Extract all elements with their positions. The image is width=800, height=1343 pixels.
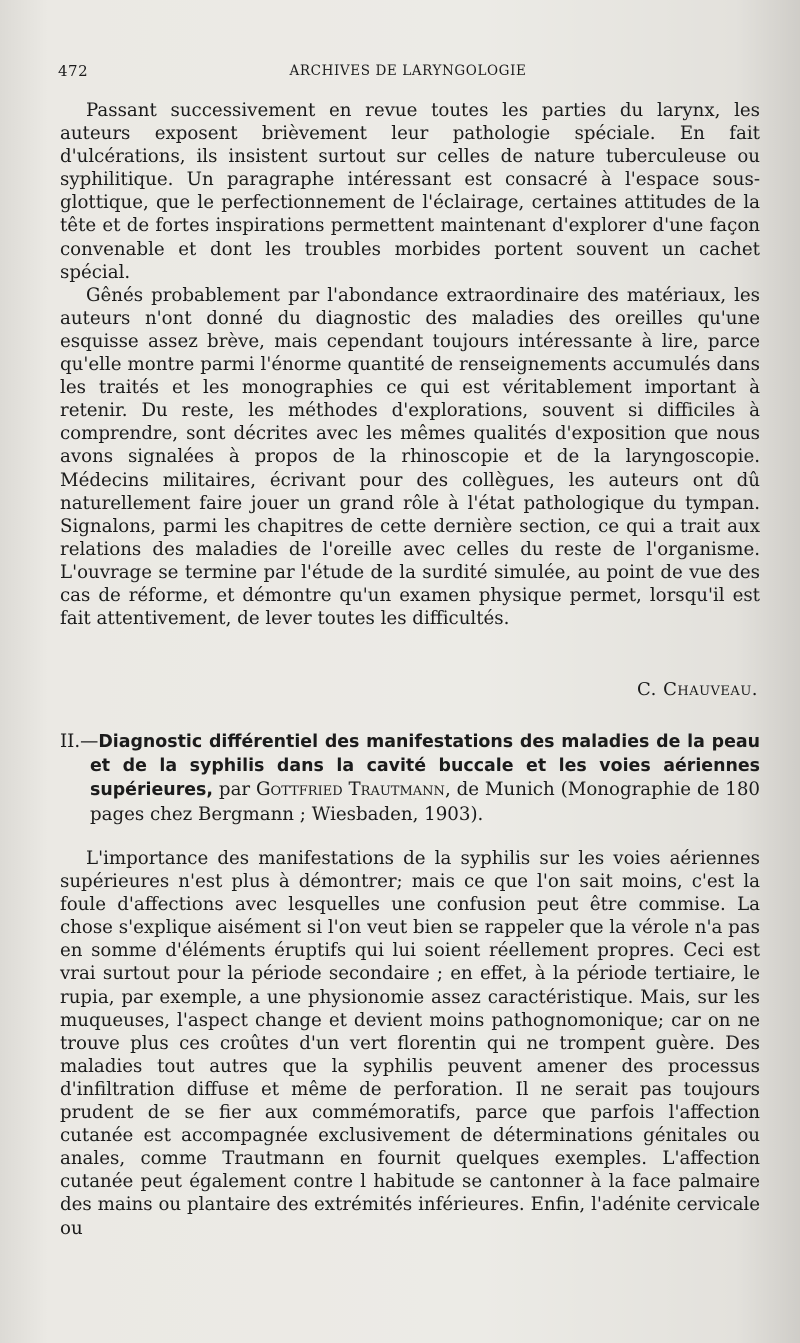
- entry-location: , de Munich: [444, 779, 555, 801]
- entry-title: Diagnostic différentiel des manifestations des maladies de la peau et de la syphilis dans la cavité buccale et les voies aériennes supérieures,: [90, 732, 760, 801]
- review-1-paragraph-1: Passant successivement en revue toutes les parties du larynx, les auteurs exposent brièvement leur pathologie spéciale. En fait d'ulcérations, ils insistent surtout sur celles de nature tuberculeuse ou syphilitique. Un paragraphe intéressant est consacré à l'espace sous-glottique, que le perfectionnement de l'éclairage, certaines attitudes de la tête et de fortes inspirations permettent maintenant d'explorer d'une façon convenable et dont les troubles morbides portent souvent un cachet spécial.: [60, 100, 760, 283]
- entry-number: II.—: [60, 731, 99, 752]
- entry-author: Gottfried Trautmann: [256, 779, 445, 801]
- running-title: ARCHIVES DE LARYNGOLOGIE: [289, 63, 527, 79]
- review-2-paragraph-1: L'importance des manifestations de la syphilis sur les voies aériennes supérieures n'est plus à démontrer; mais ce que l'on sait moins, c'est la foule d'affections avec lesquelles une confusion peut être commise. La chose s'explique aisément si l'on veut bien se rappeler que la vérole n'a pas en somme d'éléments éruptifs qui lui soient réellement propres. Ceci est vrai surtout pour la période secondaire ; en effet, à la période tertiaire, le rupia, par exemple, a une physionomie assez caractéristique. Mais, sur les muqueuses, l'aspect change et devient moins pathognomonique; car on ne trouve plus ces croûtes d'un vert florentin qui ne trompent guère. Des maladies tout autres que la syphilis peuvent amener des processus d'infiltration diffuse et même de perforation. Il ne serait pas toujours prudent de se fier aux commémoratifs, parce que parfois l'affection cutanée est accompagnée exclusivement de déterminations génitales ou anales, comme Trautmann en fournit quelques exemples. L'affection cutanée peut également contre l habitude se cantonner à la face palmaire des mains ou plantaire des extrémités inférieures. Enfin, l'adénite cervicale ou: [60, 848, 760, 1239]
- review-2-body: [60, 847, 760, 1240]
- page-number: 472: [58, 62, 89, 80]
- entry-by: par: [213, 779, 257, 801]
- review-1-paragraph-2: Gênés probablement par l'abondance extraordinaire des matériaux, les auteurs n'ont donné du diagnostic des maladies des oreilles qu'une esquisse assez brève, mais cependant toujours intéressante à lire, parce qu'elle montre parmi l'énorme quantité de renseignements accumulés dans les traités et les monographies ce qui est véritablement important à retenir. Du reste, les méthodes d'explorations, souvent si difficiles à comprendre, sont décrites avec les mêmes qualités d'exposition que nous avons signalées à propos de la rhinoscopie et de la laryngoscopie. Médecins militaires, écrivant pour des collègues, les auteurs ont dû naturellement faire jouer un grand rôle à l'état pathologique du tympan. Signalons, parmi les chapitres de cette dernière section, ce qui a trait aux relations des maladies de l'oreille avec celles du reste de l'organisme. L'ouvrage se termine par l'étude de la surdité simulée, au point de vue des cas de réforme, et démontre qu'un examen physique permet, lorsqu'il est fait attentivement, de lever toutes les difficultés.: [60, 284, 760, 630]
- entry-publication: (Monographie de 180 pages chez Bergmann ; Wiesbaden, 1903).: [90, 779, 760, 825]
- signature-name: Chauveau.: [663, 679, 758, 700]
- page-header: [58, 62, 758, 88]
- signature-initial: C.: [637, 679, 657, 700]
- review-1-signature: [637, 679, 758, 700]
- bibliographic-entry: [60, 730, 760, 826]
- review-1-body: [60, 99, 760, 630]
